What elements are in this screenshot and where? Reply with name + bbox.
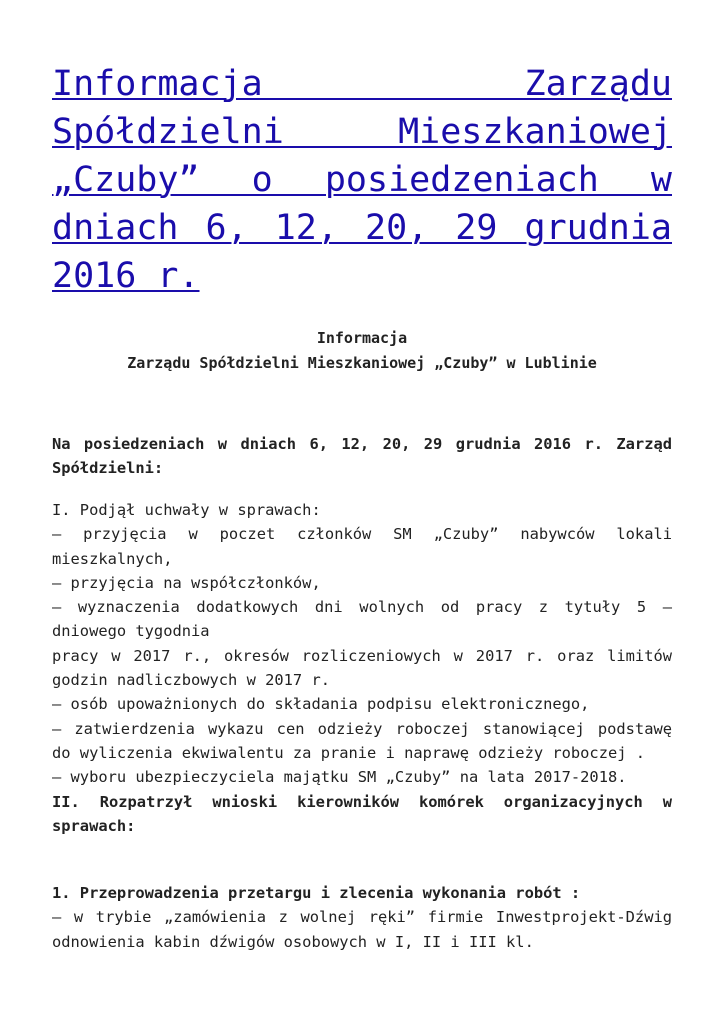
- list-item: – wyznaczenia dodatkowych dni wolnych od pracy z tytuły 5 – dniowego tygodnia: [52, 598, 672, 641]
- list-item: – przyjęcia na współczłonków,: [52, 573, 321, 592]
- section-1-heading: I. Podjął uchwały w sprawach:: [52, 501, 321, 519]
- list-item: – zatwierdzenia wykazu cen odzieży roboczej stanowiącej podstawę do wyliczenia ekwiwalentu za pranie i naprawę odzieży roboczej .: [52, 719, 672, 762]
- subsection-1-heading: 1. Przeprowadzenia przetargu i zlecenia wykonania robót :: [52, 884, 581, 902]
- header-line-2: Zarządu Spółdzielni Mieszkaniowej „Czuby” w Lublinie: [127, 354, 597, 372]
- header-line-1: Informacja: [316, 329, 408, 347]
- list-item: – wyboru ubezpieczyciela majątku SM „Czuby” na lata 2017-2018.: [52, 768, 627, 787]
- list-item: – osób upoważnionych do składania podpisu elektronicznego,: [52, 695, 590, 714]
- list-item: – przyjęcia w poczet członków SM „Czuby” nabywców lokali mieszkalnych,: [52, 525, 672, 568]
- section-2-heading: II. Rozpatrzył wnioski kierowników komórek organizacyjnych w sprawach:: [52, 792, 672, 835]
- intro-paragraph: Na posiedzeniach w dniach 6, 12, 20, 29 grudnia 2016 r. Zarząd Spółdzielni:: [52, 435, 672, 478]
- subsection-1: [52, 881, 672, 954]
- section-1: [52, 498, 672, 838]
- page-title: [52, 60, 672, 300]
- list-item: pracy w 2017 r., okresów rozliczeniowych w 2017 r. oraz limitów godzin nadliczbowych w 2017 r.: [52, 646, 672, 690]
- title-link[interactable]: Informacja Zarządu Spółdzielni Mieszkaniowej „Czuby” o posiedzeniach w dniach 6, 12, 20, 29 grudnia 2016 r.: [52, 64, 672, 296]
- subsection-1-text: – w trybie „zamówienia z wolnej ręki” firmie Inwestprojekt-Dźwig odnowienia kabin dźwigów osobowych w I, II i III kl.: [52, 908, 672, 951]
